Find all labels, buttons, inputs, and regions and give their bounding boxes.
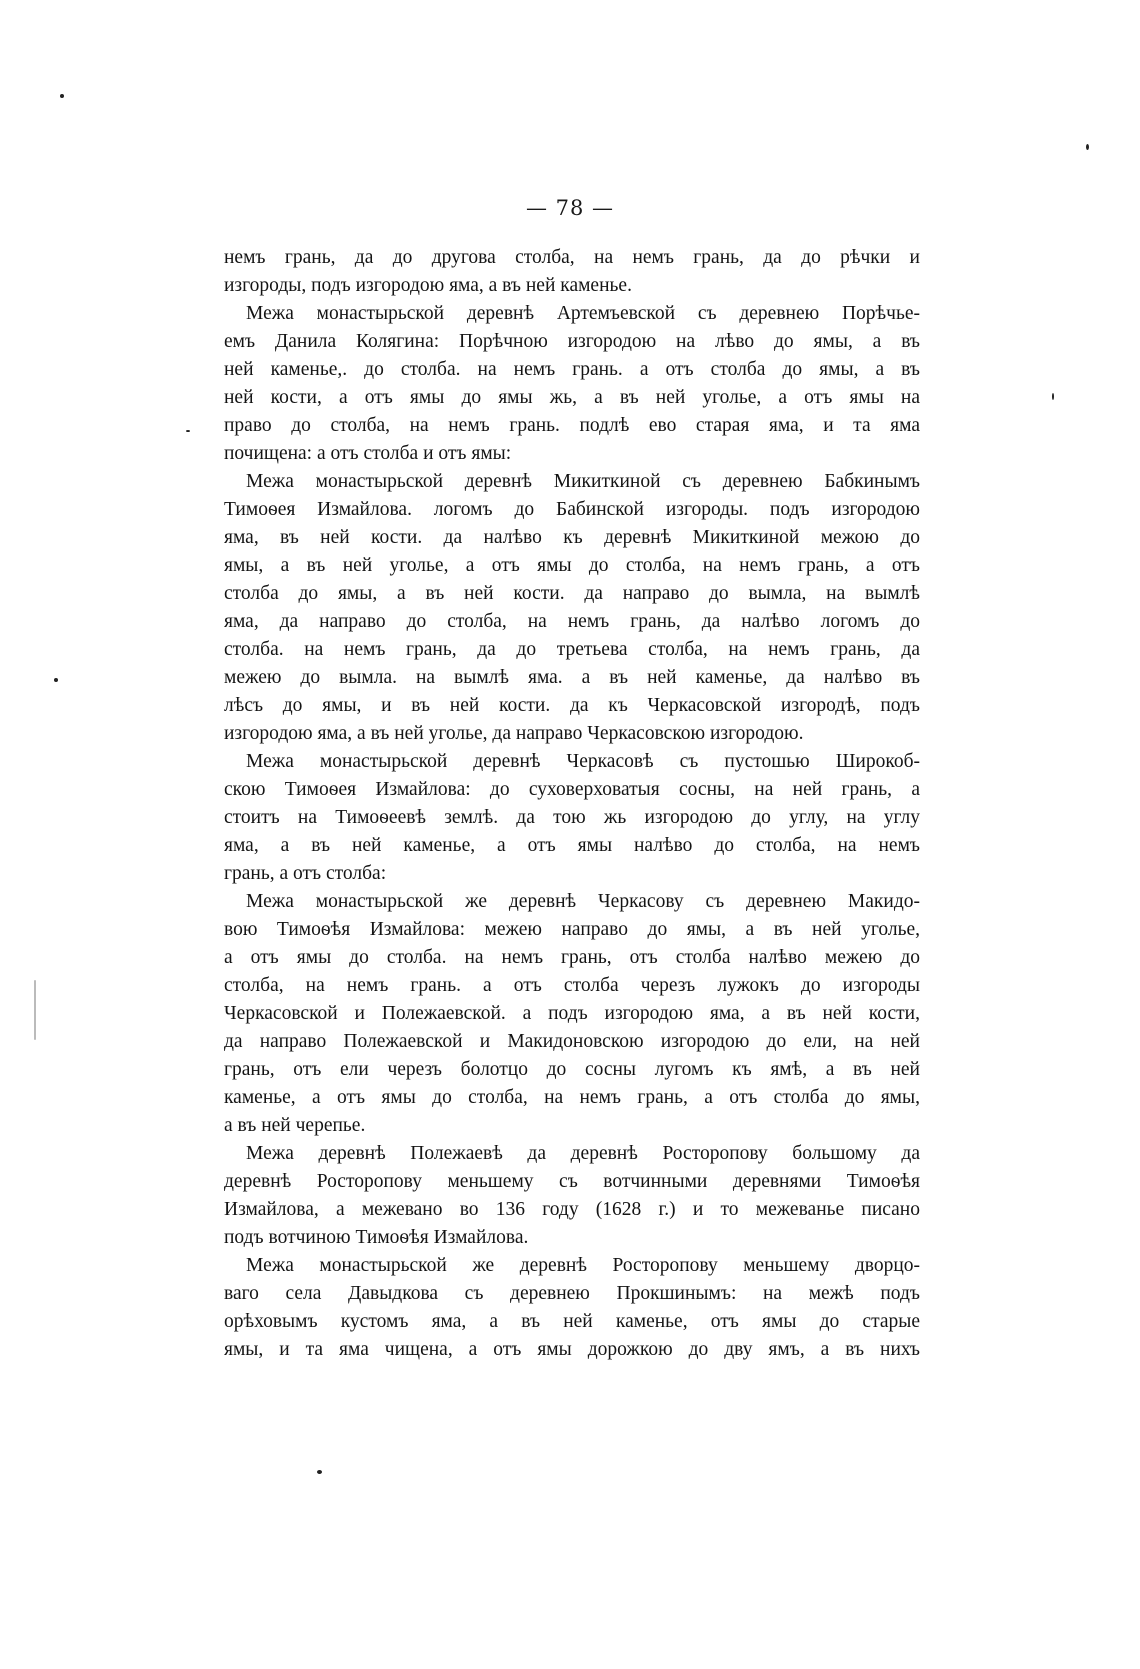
text-line: ямы, а въ ней уголье, а отъ ямы до столба, на немъ грань, а отъ bbox=[224, 555, 920, 576]
text-line: Черкасовской и Полежаевской. а подъ изгородою яма, а въ ней кости, bbox=[224, 1003, 920, 1024]
text-line: яма, а въ ней каменье, а отъ ямы налѣво до столба, на немъ bbox=[224, 835, 920, 856]
scan-speck bbox=[186, 430, 190, 432]
text-line: подъ вотчиною Тимоѳѣя Измайлова. bbox=[224, 1227, 529, 1248]
text-line: ней каменье,. до столба. на немъ грань. а отъ столба до ямы, а въ bbox=[224, 359, 920, 380]
text-line: каменье, а отъ ямы до столба, на немъ грань, а отъ столба до ямы, bbox=[224, 1087, 920, 1108]
scan-speck bbox=[60, 94, 64, 98]
paragraph bbox=[224, 1252, 920, 1364]
text-line: а отъ ямы до столба. на немъ грань, отъ столба налѣво межею до bbox=[224, 947, 920, 968]
text-line: ней кости, а отъ ямы до ямы жь, а въ ней уголье, а отъ ямы на bbox=[224, 387, 920, 408]
text-line: немъ грань, да до другова столба, на немъ грань, да до рѣчки и bbox=[224, 247, 920, 268]
paragraph bbox=[224, 300, 920, 468]
scan-speck bbox=[34, 980, 36, 1040]
text-line: Тимоѳея Измайлова. логомъ до Бабинской изгороды. подъ изгородою bbox=[224, 499, 920, 520]
paragraph bbox=[224, 888, 920, 1140]
body-text bbox=[224, 244, 920, 1364]
text-line: ямы, и та яма чищена, а отъ ямы дорожкою до дву ямъ, а въ нихъ bbox=[224, 1339, 920, 1360]
text-line: а въ ней черепье. bbox=[224, 1115, 366, 1136]
text-line: Измайлова, а межевано во 136 году (1628 г.) и то межеванье писано bbox=[224, 1199, 920, 1220]
text-line: деревнѣ Росторопову меньшему съ вотчинными деревнями Тимоѳѣя bbox=[224, 1171, 920, 1192]
text-line: столба, на немъ грань. а отъ столба черезъ лужокъ до изгороды bbox=[224, 975, 920, 996]
text-line: да направо Полежаевской и Макидоновскою изгородою до ели, на ней bbox=[224, 1031, 920, 1052]
text-line: вою Тимоѳѣя Измайлова: межею направо до ямы, а въ ней уголье, bbox=[224, 919, 920, 940]
text-line: столба. на немъ грань, да до третьева столба, на немъ грань, да bbox=[224, 639, 920, 660]
text-line: изгороды, подъ изгородою яма, а въ ней каменье. bbox=[224, 275, 632, 296]
text-line: орѣховымъ кустомъ яма, а въ ней каменье, отъ ямы до старые bbox=[224, 1311, 920, 1332]
paragraph bbox=[224, 468, 920, 748]
scan-speck bbox=[317, 1470, 322, 1474]
text-line: стоитъ на Тимоѳеевѣ землѣ. да тою жь изгородою до углу, на углу bbox=[224, 807, 920, 828]
text-line: Межа монастырьской же деревнѣ Черкасову съ деревнею Макидо- bbox=[246, 891, 920, 912]
text-line: Межа монастырьской же деревнѣ Росторопову меньшему дворцо- bbox=[246, 1255, 920, 1276]
text-line: скою Тимоѳея Измайлова: до суховерховатыя сосны, на ней грань, а bbox=[224, 779, 920, 800]
text-line: яма, да направо до столба, на немъ грань, да налѣво логомъ до bbox=[224, 611, 920, 632]
paragraph bbox=[224, 748, 920, 888]
scan-speck bbox=[1052, 393, 1054, 400]
text-line: столба до ямы, а въ ней кости. да направо до вымла, на вымлѣ bbox=[224, 583, 920, 604]
text-line: грань, а отъ столба: bbox=[224, 863, 387, 884]
text-line: Межа монастырьской деревнѣ Черкасовѣ съ пустошью Широкоб- bbox=[246, 751, 920, 772]
text-line: ваго села Давыдкова съ деревнею Прокшинымъ: на межѣ подъ bbox=[224, 1283, 920, 1304]
scan-speck bbox=[54, 678, 58, 682]
paragraph bbox=[224, 244, 920, 300]
text-line: почищена: а отъ столба и отъ ямы: bbox=[224, 443, 512, 464]
text-line: Межа монастырьской деревнѣ Артемъевской съ деревнею Порѣчье- bbox=[246, 303, 920, 324]
text-line: лѣсъ до ямы, и въ ней кости. да къ Черкасовской изгородѣ, подъ bbox=[224, 695, 920, 716]
page-number: — 78 — bbox=[525, 196, 615, 220]
text-line: право до столба, на немъ грань. подлѣ ево старая яма, и та яма bbox=[224, 415, 920, 436]
text-line: изгородою яма, а въ ней уголье, да направо Черкасовскою изгородою. bbox=[224, 723, 804, 744]
text-line: емъ Данила Колягина: Порѣчною изгородою на лѣво до ямы, а въ bbox=[224, 331, 920, 352]
text-line: Межа деревнѣ Полежаевѣ да деревнѣ Росторопову большому да bbox=[246, 1143, 920, 1164]
text-line: грань, отъ ели черезъ болотцо до сосны лугомъ къ ямѣ, а въ ней bbox=[224, 1059, 920, 1080]
text-line: межею до вымла. на вымлѣ яма. а въ ней каменье, да налѣво въ bbox=[224, 667, 920, 688]
text-line: Межа монастырьской деревнѣ Микиткиной съ деревнею Бабкинымъ bbox=[246, 471, 920, 492]
text-line: яма, въ ней кости. да налѣво къ деревнѣ Микиткиной межою до bbox=[224, 527, 920, 548]
scan-speck bbox=[1086, 144, 1089, 150]
paragraph bbox=[224, 1140, 920, 1252]
